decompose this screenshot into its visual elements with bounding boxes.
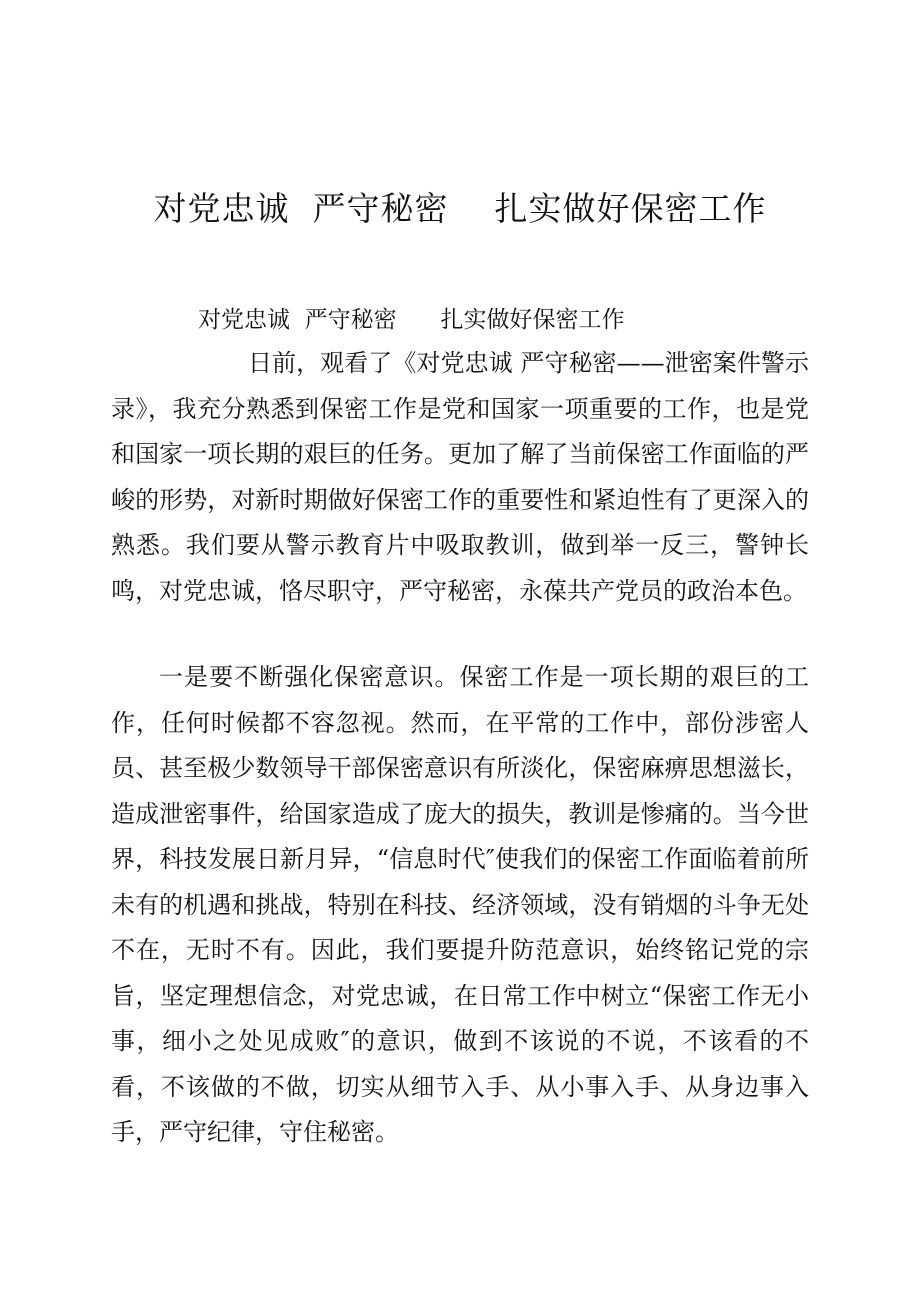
document-subtitle: 对党忠诚 严守秘密 扎实做好保密工作 [198,307,625,333]
document-title: 对党忠诚 严守秘密 扎实做好保密工作 [153,189,767,228]
paragraph-intro: 日前，观看了《对党忠诚 严守秘密——泄密案件警示录》，我充分熟悉到保密工作是党和国家一项重要的工作，也是党和国家一项长期的艰巨的任务。更加了解了当前保密工作面临的严峻的形势，对新时期做好保密工作的重要性和紧迫性有了更深入的熟悉。我们要从警示教育片中吸取教训，做到举一反三，警钟长鸣，对党忠诚，恪尽职守，严守秘密，永葆共产党员的政治本色。 [111,349,809,605]
paragraph-point-one: 一是要不断强化保密意识。保密工作是一项长期的艰巨的工作，任何时候都不容忽视。然而，在平常的工作中，部份涉密人员、甚至极少数领导干部保密意识有所淡化，保密麻痹思想滋长，造成泄密事件，给国家造成了庞大的损失，教训是惨痛的。当今世界，科技发展日新月异，“信息时代″使我们的保密工作面临着前所未有的机遇和挑战，特别在科技、经济领域，没有销烟的斗争无处不在，无时不有。因此，我们要提升防范意识，始终铭记党的宗旨，坚定理想信念，对党忠诚，在日常工作中树立“保密工作无小事，细小之处见成败″的意识，做到不该说的不说，不该看的不看，不该做的不做，切实从细节入手、从小事入手、从身边事入手，严守纪律，守住秘密。 [111,663,809,1146]
